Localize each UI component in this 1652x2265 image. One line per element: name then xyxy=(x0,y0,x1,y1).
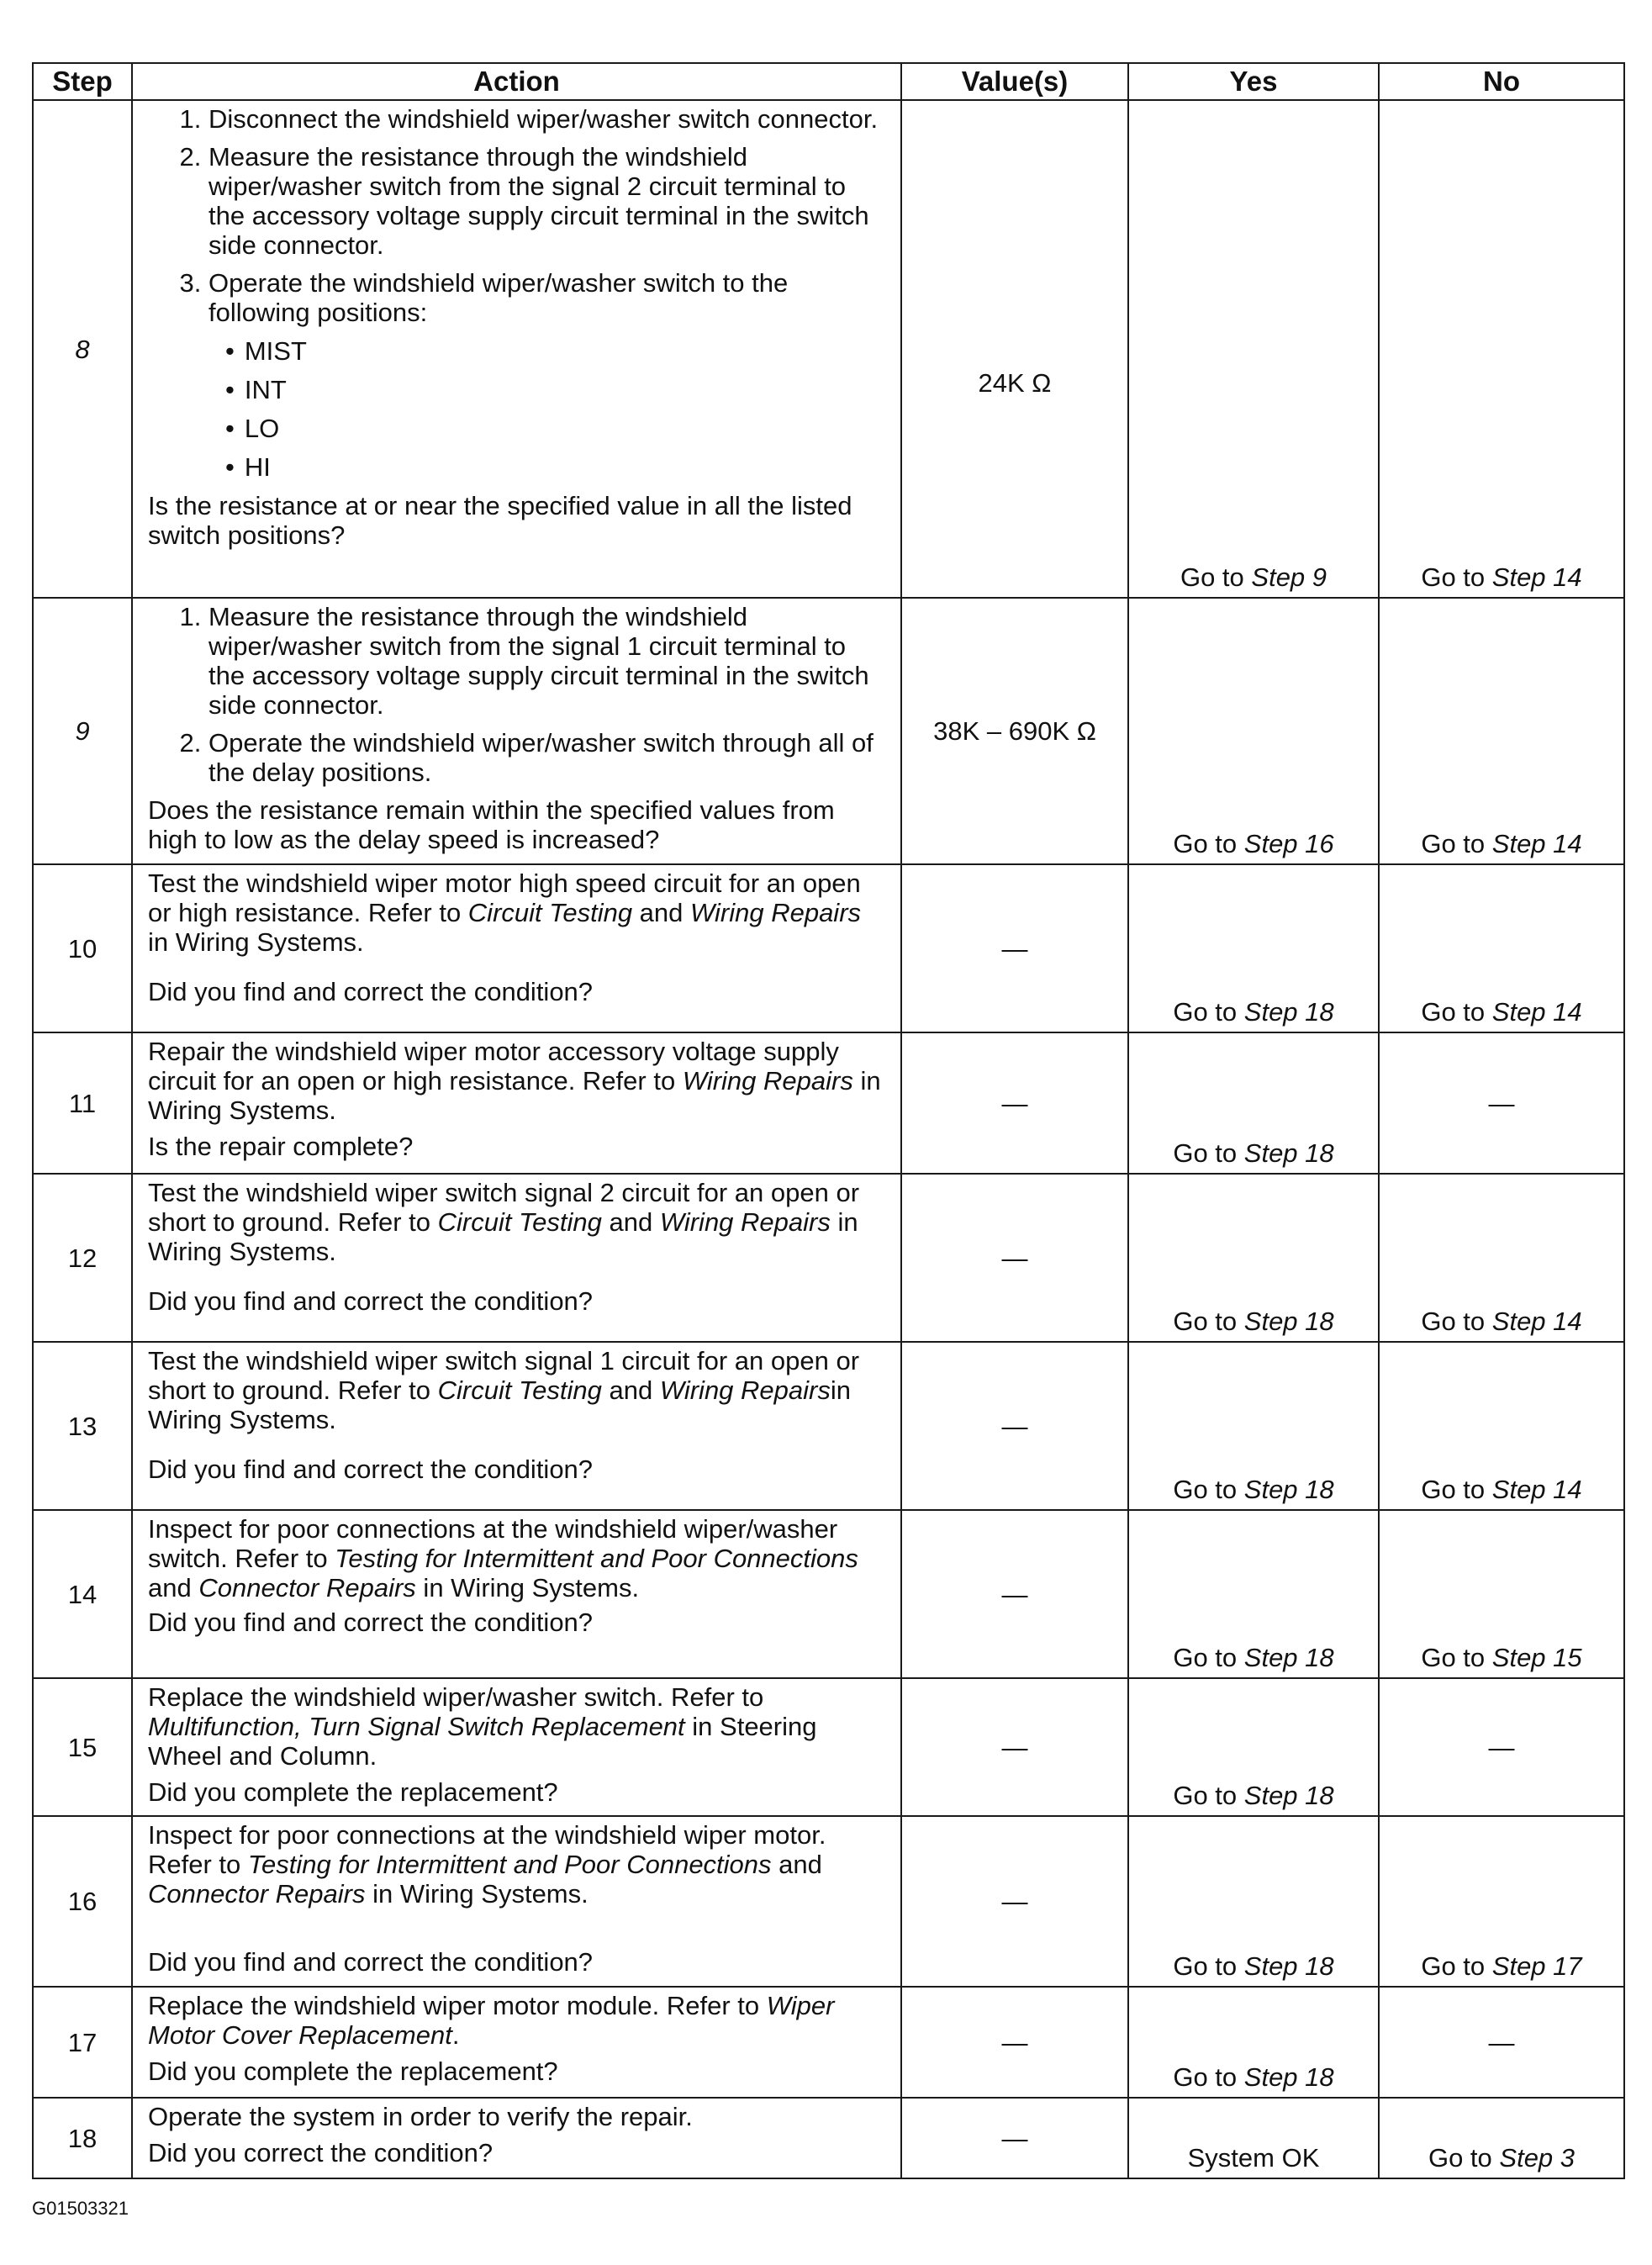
value-cell: — xyxy=(901,1510,1128,1678)
action-question: Did you complete the replacement? xyxy=(148,2056,558,2086)
no-step-ref: Step 14 xyxy=(1491,1307,1582,1336)
yes-step-ref: Step 18 xyxy=(1243,1307,1334,1336)
go-to-label: Go to xyxy=(1421,1307,1486,1336)
go-to-label: Go to xyxy=(1421,1951,1486,1981)
yes-step-ref: Step 18 xyxy=(1243,997,1334,1027)
table-row xyxy=(33,100,1624,598)
doc-reference: Wiring Repairs xyxy=(682,1066,853,1096)
action-cell xyxy=(132,1816,901,1987)
step-number: 9 xyxy=(33,598,132,864)
value-cell: 24K Ω xyxy=(901,100,1128,598)
action-text: Operate the system in order to verify the repair. xyxy=(148,2102,693,2131)
switch-position-list xyxy=(208,336,885,482)
doc-reference: Wiring Repairs xyxy=(659,1207,831,1237)
table-row xyxy=(33,1174,1624,1342)
action-cell xyxy=(132,598,901,864)
switch-position: • HI xyxy=(225,452,885,482)
yes-cell: System OK xyxy=(1128,2098,1379,2178)
yes-step-ref: Step 18 xyxy=(1243,1781,1334,1810)
yes-cell xyxy=(1128,598,1379,864)
value-cell: — xyxy=(901,2098,1128,2178)
value-cell: — xyxy=(901,1342,1128,1510)
action-step: 1. Measure the resistance through the windshield wiper/washer switch from the signal 1 circuit terminal to the accessory voltage supply circuit terminal in the switch side connector. xyxy=(208,602,885,720)
no-cell xyxy=(1379,2098,1624,2178)
table-row xyxy=(33,598,1624,864)
go-to-label: Go to xyxy=(1173,1781,1238,1810)
action-text: Test the windshield wiper motor high speed circuit for an open or high resistance. Refer to Circuit Testing and Wiring Repairs in Wiring Systems. xyxy=(148,869,862,957)
action-question: Did you find and correct the condition? xyxy=(148,1608,594,1637)
table-row xyxy=(33,1678,1624,1816)
table-row xyxy=(33,2098,1624,2178)
value-cell: — xyxy=(901,1678,1128,1816)
action-question: Did you find and correct the condition? xyxy=(148,1286,594,1316)
step-number: 17 xyxy=(33,1987,132,2098)
value-cell: 38K – 690K Ω xyxy=(901,598,1128,864)
doc-reference: Wiring Repairs xyxy=(690,898,862,927)
no-step-ref: Step 17 xyxy=(1491,1951,1582,1981)
value-cell: — xyxy=(901,1987,1128,2098)
value-cell: — xyxy=(901,1174,1128,1342)
switch-position: • INT xyxy=(225,375,885,404)
header-yes: Yes xyxy=(1128,63,1379,100)
go-to-label: Go to xyxy=(1173,1138,1238,1168)
step-number: 16 xyxy=(33,1816,132,1987)
header-no: No xyxy=(1379,63,1624,100)
yes-cell xyxy=(1128,1987,1379,2098)
action-text: Test the windshield wiper switch signal 2 circuit for an open or short to ground. Refer to Circuit Testing and Wiring Repairs in Wiring Systems. xyxy=(148,1178,860,1266)
switch-position: • LO xyxy=(225,414,885,443)
action-step: 2. Operate the windshield wiper/washer switch through all of the delay positions. xyxy=(208,728,885,787)
go-to-label: Go to xyxy=(1173,1951,1238,1981)
no-cell: — xyxy=(1379,1678,1624,1816)
yes-step-ref: Step 18 xyxy=(1243,1475,1334,1504)
header-action: Action xyxy=(132,63,901,100)
yes-step-ref: Step 18 xyxy=(1243,1643,1334,1672)
go-to-label: Go to xyxy=(1421,1475,1486,1504)
step-number: 14 xyxy=(33,1510,132,1678)
go-to-label: Go to xyxy=(1421,829,1486,858)
action-steps xyxy=(148,602,885,787)
table-row xyxy=(33,1816,1624,1987)
action-step-text: Operate the windshield wiper/washer switch to the following positions: xyxy=(208,268,789,327)
action-question: Does the resistance remain within the specified values from high to low as the delay speed is increased? xyxy=(148,795,835,854)
yes-cell xyxy=(1128,1174,1379,1342)
doc-reference: Circuit Testing xyxy=(437,1375,602,1405)
action-question: Is the repair complete? xyxy=(148,1132,414,1161)
switch-position: • MIST xyxy=(225,336,885,366)
go-to-label: Go to xyxy=(1173,1643,1238,1672)
no-cell xyxy=(1379,100,1624,598)
header-values: Value(s) xyxy=(901,63,1128,100)
action-question: Did you find and correct the condition? xyxy=(148,1947,594,1977)
step-number: 12 xyxy=(33,1174,132,1342)
action-cell xyxy=(132,1174,901,1342)
no-step-ref: Step 14 xyxy=(1491,997,1582,1027)
action-text: Replace the windshield wiper/washer switch. Refer to Multifunction, Turn Signal Switch Replacement in Steering Wheel and Column. xyxy=(148,1682,817,1771)
no-cell xyxy=(1379,598,1624,864)
action-text: Inspect for poor connections at the windshield wiper/washer switch. Refer to Testing for Intermittent and Poor Connections and Connector Repairs in Wiring Systems. xyxy=(148,1514,858,1602)
step-number: 18 xyxy=(33,2098,132,2178)
action-question: Did you correct the condition? xyxy=(148,2138,493,2167)
doc-reference: Circuit Testing xyxy=(437,1207,602,1237)
yes-step-ref: Step 16 xyxy=(1243,829,1334,858)
no-cell xyxy=(1379,1174,1624,1342)
yes-step-ref: Step 18 xyxy=(1243,1138,1334,1168)
action-text: Test the windshield wiper switch signal 1 circuit for an open or short to ground. Refer to Circuit Testing and Wiring Repairsin Wiring Systems. xyxy=(148,1346,860,1434)
action-step: 2. Measure the resistance through the windshield wiper/washer switch from the signal 2 circuit terminal to the accessory voltage supply circuit terminal in the switch side connector. xyxy=(208,142,885,260)
go-to-label: Go to xyxy=(1421,1643,1486,1672)
doc-reference: Wiper Motor Cover Replacement xyxy=(148,1991,835,2050)
doc-reference: Circuit Testing xyxy=(467,898,633,927)
diagnostic-table-sheet xyxy=(32,62,1623,2179)
no-step-ref: Step 3 xyxy=(1499,2143,1575,2173)
table-row xyxy=(33,864,1624,1032)
doc-reference: Multifunction, Turn Signal Switch Replacement xyxy=(148,1712,685,1741)
diagnostic-table xyxy=(32,62,1625,2179)
yes-cell xyxy=(1128,100,1379,598)
header-step: Step xyxy=(33,63,132,100)
action-question: Did you find and correct the condition? xyxy=(148,977,594,1006)
no-step-ref: Step 14 xyxy=(1491,829,1582,858)
value-cell: — xyxy=(901,864,1128,1032)
table-row xyxy=(33,1510,1624,1678)
table-row xyxy=(33,1342,1624,1510)
yes-step-ref: Step 18 xyxy=(1243,1951,1334,1981)
no-cell xyxy=(1379,864,1624,1032)
no-cell xyxy=(1379,1342,1624,1510)
action-step xyxy=(208,268,885,482)
header-row xyxy=(33,63,1624,100)
go-to-label: Go to xyxy=(1180,562,1244,592)
action-question: Did you find and correct the condition? xyxy=(148,1455,594,1484)
no-cell xyxy=(1379,1510,1624,1678)
action-question: Is the resistance at or near the specified value in all the listed switch positions? xyxy=(148,491,852,550)
action-question: Did you complete the replacement? xyxy=(148,1777,558,1807)
go-to-label: Go to xyxy=(1421,997,1486,1027)
action-cell xyxy=(132,1342,901,1510)
action-text: Repair the windshield wiper motor accessory voltage supply circuit for an open or high resistance. Refer to Wiring Repairs in Wiring Systems. xyxy=(148,1037,881,1125)
action-cell xyxy=(132,1678,901,1816)
action-cell xyxy=(132,864,901,1032)
no-cell: — xyxy=(1379,1032,1624,1174)
yes-cell xyxy=(1128,1032,1379,1174)
action-text: Inspect for poor connections at the windshield wiper motor. Refer to Testing for Intermittent and Poor Connections and Connector Repairs in Wiring Systems. xyxy=(148,1820,826,1909)
go-to-label: Go to xyxy=(1173,829,1238,858)
figure-id: G01503321 xyxy=(32,2198,129,2219)
yes-cell xyxy=(1128,1816,1379,1987)
doc-reference: Connector Repairs xyxy=(148,1879,366,1909)
go-to-label: Go to xyxy=(1173,997,1238,1027)
no-step-ref: Step 14 xyxy=(1491,562,1582,592)
go-to-label: Go to xyxy=(1173,1307,1238,1336)
no-cell xyxy=(1379,1816,1624,1987)
step-number: 10 xyxy=(33,864,132,1032)
go-to-label: Go to xyxy=(1173,1475,1238,1504)
no-step-ref: Step 15 xyxy=(1491,1643,1582,1672)
go-to-label: Go to xyxy=(1421,562,1486,592)
value-cell: — xyxy=(901,1032,1128,1174)
step-number: 15 xyxy=(33,1678,132,1816)
doc-reference: Wiring Repairs xyxy=(659,1375,831,1405)
action-step: 1. Disconnect the windshield wiper/washer switch connector. xyxy=(208,104,885,134)
step-number: 13 xyxy=(33,1342,132,1510)
value-cell: — xyxy=(901,1816,1128,1987)
doc-reference: Testing for Intermittent and Poor Connections xyxy=(247,1850,772,1879)
action-steps xyxy=(148,104,885,482)
table-row xyxy=(33,1987,1624,2098)
action-text: Replace the windshield wiper motor module. Refer to Wiper Motor Cover Replacement. xyxy=(148,1991,835,2050)
table-row xyxy=(33,1032,1624,1174)
yes-step-ref: Step 18 xyxy=(1243,2062,1334,2092)
step-number: 11 xyxy=(33,1032,132,1174)
yes-cell xyxy=(1128,1678,1379,1816)
doc-reference: Connector Repairs xyxy=(198,1573,416,1602)
action-cell xyxy=(132,1510,901,1678)
no-cell: — xyxy=(1379,1987,1624,2098)
doc-reference: Testing for Intermittent and Poor Connections xyxy=(335,1544,858,1573)
action-cell xyxy=(132,1032,901,1174)
action-cell xyxy=(132,1987,901,2098)
yes-cell xyxy=(1128,1342,1379,1510)
yes-cell xyxy=(1128,864,1379,1032)
go-to-label: Go to xyxy=(1173,2062,1238,2092)
step-number: 8 xyxy=(33,100,132,598)
no-step-ref: Step 14 xyxy=(1491,1475,1582,1504)
go-to-label: Go to xyxy=(1428,2143,1492,2173)
yes-step-ref: Step 9 xyxy=(1251,562,1327,592)
action-cell xyxy=(132,2098,901,2178)
action-cell xyxy=(132,100,901,598)
yes-cell xyxy=(1128,1510,1379,1678)
